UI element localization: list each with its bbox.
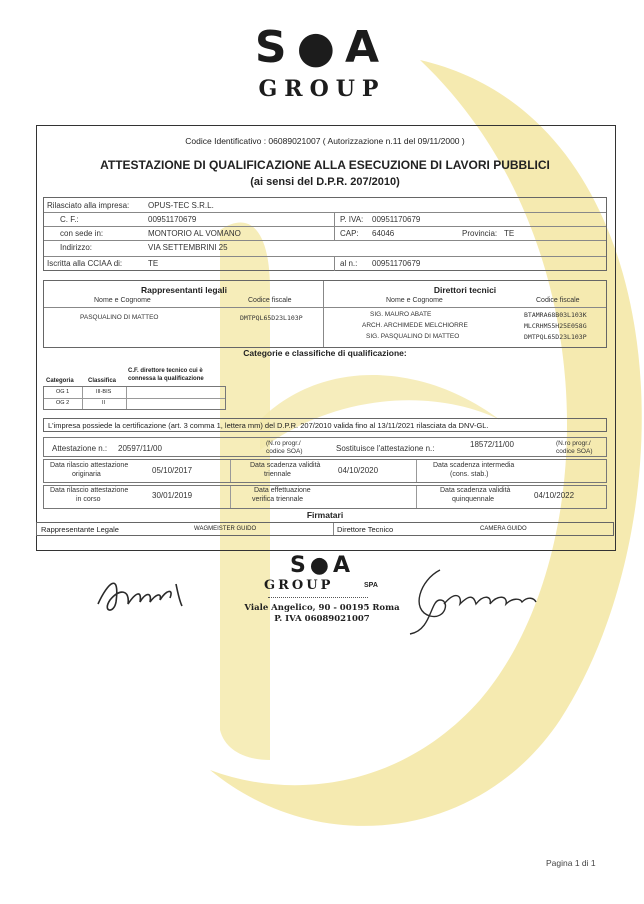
nprog1-line1: (N.ro progr./ bbox=[266, 440, 301, 447]
verifica-line1: Data effettuazione bbox=[254, 487, 311, 494]
dir-row-cf: MLCRHM55H25E058G bbox=[524, 322, 587, 330]
attestazione-n-label: Attestazione n.: bbox=[52, 444, 108, 453]
certificazione-text: L'impresa possiede la certificazione (art. 3 comma 1, lettera mm) del D.P.R. 207/2010 valida fino al 13/11/2021 rilasciata da DNV-GL. bbox=[48, 421, 489, 430]
categorie-table bbox=[43, 386, 226, 410]
cat-row-cls: II bbox=[102, 400, 106, 406]
cciaa-label: Iscritta alla CCIAA di: bbox=[47, 259, 123, 268]
rapp-row-cf: DMTPQL65D23L103P bbox=[240, 314, 303, 322]
verifica-line2: verifica triennale bbox=[252, 496, 303, 503]
aln-label: al n.: bbox=[340, 259, 358, 268]
piva-label: P. IVA: bbox=[340, 215, 364, 224]
dir-row-name: SIG. PASQUALINO DI MATTEO bbox=[366, 333, 460, 340]
piva-value: 00951170679 bbox=[372, 215, 421, 224]
cf-value: 00951170679 bbox=[148, 215, 197, 224]
sostituisce-label: Sostituisce l'attestazione n.: bbox=[336, 444, 435, 453]
scad-trien-line2: triennale bbox=[264, 471, 291, 478]
scad-interm-line1: Data scadenza intermedia bbox=[433, 462, 515, 469]
rilascio-orig-value: 05/10/2017 bbox=[152, 466, 193, 475]
stamp-address: Viale Angelico, 90 - 00195 Roma bbox=[244, 603, 400, 613]
dir-row-name: ARCH. ARCHIMEDE MELCHIORRE bbox=[362, 322, 468, 329]
direttori-title: Direttori tecnici bbox=[433, 285, 497, 295]
scad-interm-line2: (cons. stab.) bbox=[450, 471, 489, 478]
dir-row-cf: BTAMRA68B03L103K bbox=[524, 311, 587, 319]
signature-left-icon bbox=[90, 562, 200, 622]
sede-label: con sede in: bbox=[60, 229, 104, 238]
sede-value: MONTORIO AL VOMANO bbox=[148, 229, 241, 238]
cf-label: C. F.: bbox=[60, 215, 79, 224]
dir-col-cf: Codice fiscale bbox=[536, 297, 580, 304]
firmatari-row bbox=[36, 522, 614, 536]
nprog2-line2: codice SOA) bbox=[556, 448, 593, 455]
rilascio-orig-line2: originaria bbox=[72, 471, 101, 478]
stamp-piva: P. IVA 06089021007 bbox=[274, 614, 370, 624]
document-title: ATTESTAZIONE DI QUALIFICAZIONE ALLA ESECUZIONE DI LAVORI PUBBLICI bbox=[100, 158, 550, 172]
firmatari-title: Firmatari bbox=[306, 510, 344, 520]
nprog1-line2: codice SOA) bbox=[266, 448, 303, 455]
scad-quin-line1: Data scadenza validità bbox=[440, 487, 511, 494]
provincia-label: Provincia: bbox=[462, 229, 498, 238]
dir-row-cf: DMTPQL65D23L103P bbox=[524, 333, 587, 341]
logo-bottom-text: GROUP bbox=[258, 76, 386, 102]
rapp-row-name: PASQUALINO DI MATTEO bbox=[80, 314, 159, 321]
rilascio-corso-line2: in corso bbox=[76, 496, 101, 503]
cap-label: CAP: bbox=[340, 229, 359, 238]
firmatari-dir-label: Direttore Tecnico bbox=[337, 525, 394, 534]
rilascio-orig-line1: Data rilascio attestazione bbox=[50, 462, 129, 469]
categorie-title: Categorie e classifiche di qualificazione: bbox=[243, 348, 407, 358]
stamp-logo-bottom: GROUP bbox=[264, 578, 334, 593]
indirizzo-value: VIA SETTEMBRINI 25 bbox=[148, 243, 228, 252]
aln-value: 00951170679 bbox=[372, 259, 421, 268]
codice-identificativo: Codice Identificativo : 06089021007 ( Autorizzazione n.11 del 09/11/2000 ) bbox=[185, 136, 465, 146]
rilasciato-value: OPUS-TEC S.R.L. bbox=[148, 201, 214, 210]
cat-col-classifica: Classifica bbox=[88, 378, 117, 384]
cat-col-cf-line1: C.F. direttore tecnico cui è bbox=[128, 368, 203, 374]
cat-col-categoria: Categoria bbox=[46, 378, 74, 384]
cciaa-value: TE bbox=[148, 259, 159, 268]
logo-top-text: S●A bbox=[254, 22, 390, 73]
cap-value: 64046 bbox=[372, 229, 395, 238]
stamp-divider bbox=[268, 597, 368, 598]
document-subtitle: (ai sensi del D.P.R. 207/2010) bbox=[250, 176, 400, 188]
scad-quin-line2: quinquennale bbox=[452, 496, 495, 503]
cat-col-cf-line2: connessa la qualificazione bbox=[128, 376, 204, 382]
scad-trien-value: 04/10/2020 bbox=[338, 466, 379, 475]
rappresentanti-title: Rappresentanti legali bbox=[141, 285, 227, 295]
rilascio-corso-line1: Data rilascio attestazione bbox=[50, 487, 129, 494]
indirizzo-label: Indirizzo: bbox=[60, 243, 93, 252]
dir-col-name: Nome e Cognome bbox=[386, 297, 443, 304]
stamp-logo-top: S●A bbox=[289, 553, 355, 578]
page-number: Pagina 1 di 1 bbox=[546, 858, 596, 868]
rapp-col-cf: Codice fiscale bbox=[248, 297, 292, 304]
cat-row-cls: III-BIS bbox=[96, 389, 112, 395]
provincia-value: TE bbox=[504, 229, 515, 238]
scad-quin-value: 04/10/2022 bbox=[534, 491, 575, 500]
stamp-spa: SPA bbox=[364, 582, 378, 589]
rilasciato-label: Rilasciato alla impresa: bbox=[47, 201, 130, 210]
nprog2-line1: (N.ro progr./ bbox=[556, 440, 591, 447]
cat-row-cat: OG 1 bbox=[56, 389, 70, 395]
attestazione-n-value: 20597/11/00 bbox=[118, 444, 162, 453]
scad-trien-line1: Data scadenza validità bbox=[250, 462, 321, 469]
firmatari-rapp-value: WAGMEISTER GUIDO bbox=[194, 526, 257, 532]
cat-row-cat: OG 2 bbox=[56, 400, 70, 406]
rapp-col-name: Nome e Cognome bbox=[94, 297, 151, 304]
signature-right-icon bbox=[400, 560, 550, 640]
firmatari-rapp-label: Rappresentante Legale bbox=[41, 525, 119, 534]
rilascio-corso-value: 30/01/2019 bbox=[152, 491, 193, 500]
firmatari-dir-value: CAMERA GUIDO bbox=[480, 526, 527, 532]
sostituisce-value: 18572/11/00 bbox=[470, 440, 514, 449]
dir-row-name: SIG. MAURO ABATE bbox=[370, 311, 432, 318]
